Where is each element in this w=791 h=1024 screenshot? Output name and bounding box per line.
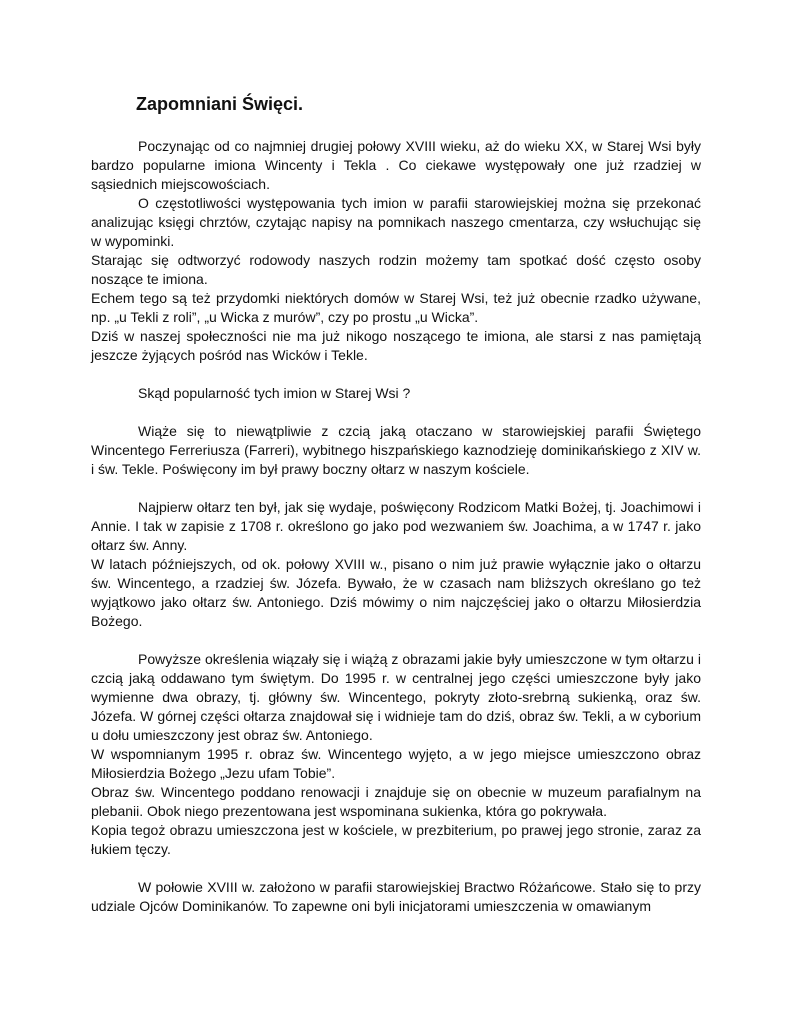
paragraph-question: Skąd popularność tych imion w Starej Wsi ? (138, 385, 411, 401)
paragraph-altar-history: Najpierw ołtarz ten był, jak się wydaje, poświęcony Rodzicom Matki Bożej, tj. Joachimowi i Annie. I tak w zapisie z 1708 r. określono go jako pod wezwaniem św. Joachima, a w 1747 r. jako ołtarz św. Anny. (91, 499, 701, 553)
paragraph-intro: Poczynając od co najmniej drugiej połowy XVIII wieku, aż do wieku XX, w Starej Wsi były bardzo popularne imiona Wincenty i Tekla . Co ciekawe występowały one już rzadziej w sąsiednich miejscowościach. (91, 138, 701, 192)
paragraph-renovation: Obraz św. Wincentego poddano renowacji i znajduje się on obecnie w muzeum parafialnym na plebanii. Obok niego prezentowana jest wspominana sukienka, która go pokrywała. (91, 784, 701, 819)
paragraph-genealogy: Starając się odtworzyć rodowody naszych rodzin możemy tam spotkać dość często osoby noszące te imiona. (91, 252, 701, 287)
paragraph-paintings: Powyższe określenia wiązały się i wiążą z obrazami jakie były umieszczone w tym ołtarzu i czcią jaką oddawano tym świętym. Do 1995 r. w centralnej jego części umieszczone były jako wymienne dwa obrazy, tj. główny św. Wincentego, pokryty złoto-srebrną sukienką, oraz św. Józefa. W górnej części ołtarza znajdował się i widnieje tam do dziś, obraz św. Tekli, a w cyborium u dołu umieszczony jest obraz św. Antoniego. (91, 651, 701, 743)
paragraph-veneration: Wiąże się to niewątpliwie z czcią jaką otaczano w starowiejskiej parafii Świętego Wincentego Ferreriusza (Farreri), wybitnego hiszpańskiego kaznodzieję dominikańskiego z XIV w. i św. Tekle. Poświęcony im był prawy boczny ołtarz w naszym kościele. (91, 423, 701, 477)
paragraph-copy: Kopia tegoż obrazu umieszczona jest w kościele, w prezbiterium, po prawej jego stronie, zaraz za łukiem tęczy. (91, 822, 701, 857)
paragraph-brotherhood: W połowie XVIII w. założono w parafii starowiejskiej Bractwo Różańcowe. Stało się to przy udziale Ojców Dominikanów. To zapewne oni byli inicjatorami umieszczenia w omawianym (91, 879, 701, 914)
paragraph-nicknames: Echem tego są też przydomki niektórych domów w Starej Wsi, też już obecnie rzadko używane, np. „u Tekli z roli”, „u Wicka z murów”, czy po prostu „u Wicka”. (91, 290, 701, 325)
paragraph-frequency: O częstotliwości występowania tych imion w parafii starowiejskiej można się przekonać analizując księgi chrztów, czytając napisy na pomnikach naszego cmentarza, czy wsłuchując się w wypominki. (91, 195, 701, 249)
document-body (91, 137, 701, 916)
paragraph-today: Dziś w naszej społeczności nie ma już nikogo noszącego te imiona, ale starsi z nas pamiętają jeszcze żyjących pośród nas Wicków i Tekle. (91, 328, 701, 363)
document-title: Zapomniani Święci. (136, 94, 304, 114)
paragraph-altar-later: W latach późniejszych, od ok. połowy XVIII w., pisano o nim już prawie wyłącznie jako o ołtarzu św. Wincentego, a rzadziej św. Józefa. Bywało, że w czasach nam bliższych określano go też wyjątkowo jako ołtarz św. Antoniego. Dziś mówimy o nim najczęściej jako o ołtarzu Miłosierdzia Bożego. (91, 556, 701, 629)
paragraph-1995: W wspomnianym 1995 r. obraz św. Wincentego wyjęto, a w jego miejsce umieszczono obraz Miłosierdzia Bożego „Jezu ufam Tobie”. (91, 746, 701, 781)
